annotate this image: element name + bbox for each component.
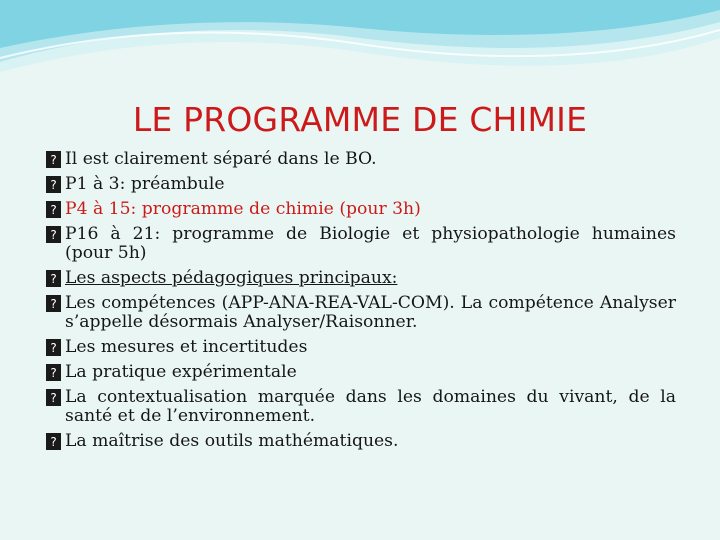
list-item-text: La pratique expérimentale: [65, 362, 297, 382]
page-title: LE PROGRAMME DE CHIMIE: [132, 100, 588, 139]
list-item: [46, 150, 676, 169]
list-item: [46, 338, 676, 357]
list-item: [46, 363, 676, 382]
bullet-icon: ?: [46, 295, 61, 312]
bullet-icon: ?: [46, 201, 61, 218]
list-item: [46, 175, 676, 194]
list-item: [46, 225, 676, 263]
bullet-icon: ?: [46, 364, 61, 381]
list-item-text: P4 à 15: programme de chimie (pour 3h): [65, 199, 421, 219]
decorative-wave-header: [0, 0, 720, 110]
list-item-text: La contextualisation marquée dans les domaines du vivant, de la santé et de l’environnement.: [65, 387, 676, 426]
bullet-icon: ?: [46, 339, 61, 356]
bullet-icon: ?: [46, 176, 61, 193]
list-item: [46, 269, 676, 288]
bullet-icon: ?: [46, 151, 61, 168]
bullet-icon: ?: [46, 226, 61, 243]
list-item-text: Les compétences (APP-ANA-REA-VAL-COM). La compétence Analyser s’appelle désormais Analyser/Raisonner.: [65, 293, 676, 332]
bullet-icon: ?: [46, 389, 61, 406]
list-item-text: P16 à 21: programme de Biologie et physiopathologie humaines (pour 5h): [65, 224, 676, 263]
list-item: [46, 388, 676, 426]
bullet-icon: ?: [46, 433, 61, 450]
list-item-text: Les mesures et incertitudes: [65, 337, 308, 357]
list-item-text: La maîtrise des outils mathématiques.: [65, 431, 399, 451]
bullet-icon: ?: [46, 270, 61, 287]
list-item: [46, 294, 676, 332]
bullet-list: [46, 150, 676, 457]
list-item-text: P1 à 3: préambule: [65, 174, 225, 194]
list-item-highlighted: [46, 200, 676, 219]
list-item: [46, 432, 676, 451]
list-item-text: Il est clairement séparé dans le BO.: [65, 149, 377, 169]
list-item-text-underlined: Les aspects pédagogiques principaux:: [65, 268, 398, 288]
